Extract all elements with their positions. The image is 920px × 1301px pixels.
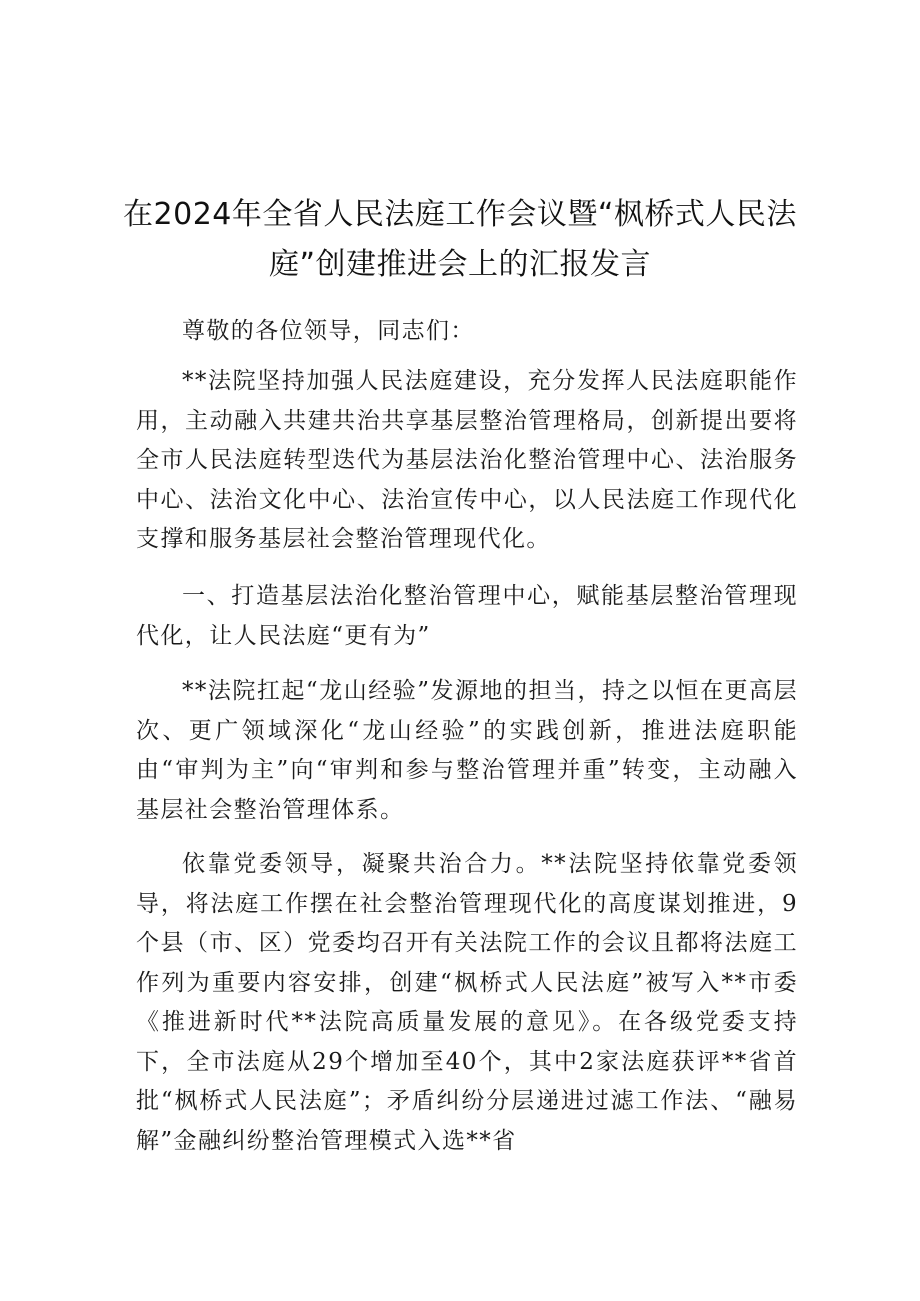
- document-title: 在2024年全省人民法庭工作会议暨“枫桥式人民法庭”创建推进会上的汇报发言: [123, 197, 797, 282]
- salutation: 尊敬的各位领导，同志们：: [182, 318, 475, 344]
- paragraph-longshan: **法院扛起“龙山经验”发源地的担当，持之以恒在更高层次、更广领域深化“龙山经验”的实践创新，推进法庭职能由“审判为主”向“审判和参与整治管理并重”转变，主动融入基层社会整治管理体系。: [136, 678, 798, 823]
- paragraph-intro: **法院坚持加强人民法庭建设，充分发挥人民法庭职能作用，主动融入共建共治共享基层整治管理格局，创新提出要将全市人民法庭转型迭代为基层法治化整治管理中心、法治服务中心、法治文化中心、法治宣传中心，以人民法庭工作现代化支撑和服务基层社会整治管理现代化。: [136, 368, 798, 552]
- section-heading-1: 一、打造基层法治化整治管理中心，赋能基层整治管理现代化，让人民法庭“更有为”: [136, 583, 798, 649]
- paragraph-party-leadership: 依靠党委领导，凝聚共治合力。**法院坚持依靠党委领导，将法庭工作摆在社会整治管理现代化的高度谋划推进，9个县（市、区）党委均召开有关法院工作的会议且都将法庭工作列为重要内容安排，创建“枫桥式人民法庭”被写入**市委《推进新时代**法院高质量发展的意见》。在各级党委支持下，全市法庭从29个增加至40个，其中2家法庭获评**省首批“枫桥式人民法庭”；矛盾纠纷分层递进过滤工作法、“融易解”金融纠纷整治管理模式入选**省: [136, 851, 798, 1154]
